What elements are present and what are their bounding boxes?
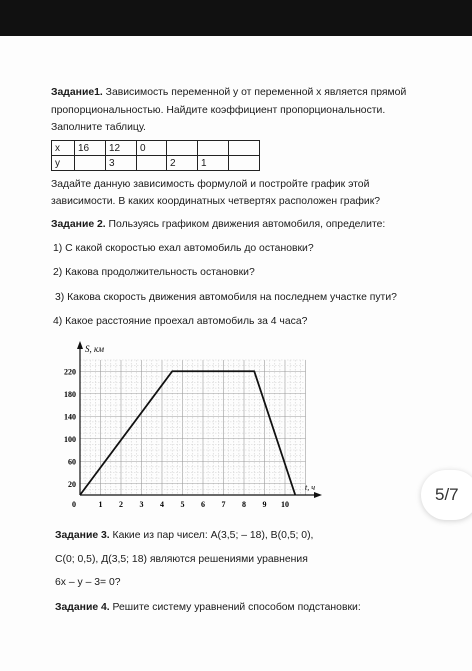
x-tick-label: 8	[242, 500, 246, 509]
task3-line2: С(0; 0,5), Д(3,5; 18) являются решениями уравнения	[55, 554, 308, 565]
x-tick-label: 7	[221, 500, 226, 509]
y-tick-label: 220	[64, 367, 76, 377]
table-cell: x	[52, 141, 75, 156]
task2-q3: 3) Какова скорость движения автомобиля на последнем участке пути?	[55, 292, 397, 303]
values-table	[51, 140, 260, 171]
x-axis-label: t, ч	[305, 483, 316, 492]
x-tick-label: 2	[119, 500, 123, 509]
table-row-y	[52, 156, 260, 171]
x-tick-label: 4	[160, 500, 164, 509]
y-tick-label: 60	[68, 457, 76, 467]
y-tick-labels	[64, 367, 76, 489]
motion-graph	[28, 340, 338, 518]
table-cell: 2	[167, 156, 198, 171]
x-axis-arrow	[314, 492, 322, 498]
task4-title: Задание 4.	[55, 602, 110, 613]
table-cell	[167, 141, 198, 156]
page-indicator: 5/7	[421, 470, 472, 520]
task2-title-line	[51, 218, 385, 231]
y-tick-label: 140	[64, 412, 76, 422]
table-cell	[75, 156, 106, 171]
task3-text: Какие из пар чисел: А(3,5; – 18), В(0,5; 0),	[109, 530, 314, 541]
x-tick-labels	[72, 500, 289, 509]
y-tick-label: 20	[68, 479, 76, 489]
task1-line2: пропорциональностью. Найдите коэффициент пропорциональности.	[51, 105, 386, 116]
task2-q2: 2) Какова продолжительность остановки?	[53, 267, 255, 278]
table-cell	[137, 156, 167, 171]
y-axis-label: S, км	[85, 344, 104, 354]
table-cell: 0	[137, 141, 167, 156]
top-bar	[0, 0, 472, 36]
x-tick-label: 6	[201, 500, 205, 509]
table-cell: 1	[198, 156, 229, 171]
task2-q1: 1) С какой скоростью ехал автомобиль до остановки?	[53, 243, 314, 254]
task1-line3: Заполните таблицу.	[51, 122, 146, 133]
task3-line3: 6х – у – 3= 0?	[55, 577, 121, 588]
table-cell: 12	[106, 141, 137, 156]
task1-text: Зависимость переменной у от переменной х является прямой	[102, 87, 407, 98]
task3-title: Задание 3.	[55, 530, 110, 541]
x-tick-label: 5	[180, 500, 185, 509]
task1-line4: Задайте данную зависимость формулой и постройте график этой	[51, 179, 370, 190]
x-tick-label: 3	[139, 500, 144, 509]
y-tick-label: 180	[64, 389, 76, 399]
x-tick-label: 1	[98, 500, 103, 509]
task3-line1	[55, 529, 313, 542]
x-tick-label: 0	[72, 500, 76, 509]
table-cell: y	[52, 156, 75, 171]
graph-grid	[80, 360, 306, 495]
task2-q4: 4) Какое расстояние проехал автомобиль за 4 часа?	[53, 316, 308, 327]
x-tick-label: 9	[262, 500, 267, 509]
x-tick-label: 10	[281, 500, 289, 509]
table-cell	[229, 156, 260, 171]
task1-line1	[51, 86, 406, 99]
table-cell	[229, 141, 260, 156]
task2-title: Задание 2.	[51, 219, 106, 230]
table-cell	[198, 141, 229, 156]
table-cell: 16	[75, 141, 106, 156]
y-axis-arrow	[77, 341, 83, 349]
task4-text: Решите систему уравнений способом подстановки:	[109, 602, 361, 613]
task2-text: Пользуясь графиком движения автомобиля, определите:	[105, 219, 386, 230]
table-row-x	[52, 141, 260, 156]
task1-title: Задание1.	[51, 87, 103, 98]
y-tick-label: 100	[64, 434, 76, 444]
task1-line5: зависимости. В каких координатных четвертях расположен график?	[51, 196, 381, 207]
task4-line	[55, 601, 361, 614]
table-cell: 3	[106, 156, 137, 171]
